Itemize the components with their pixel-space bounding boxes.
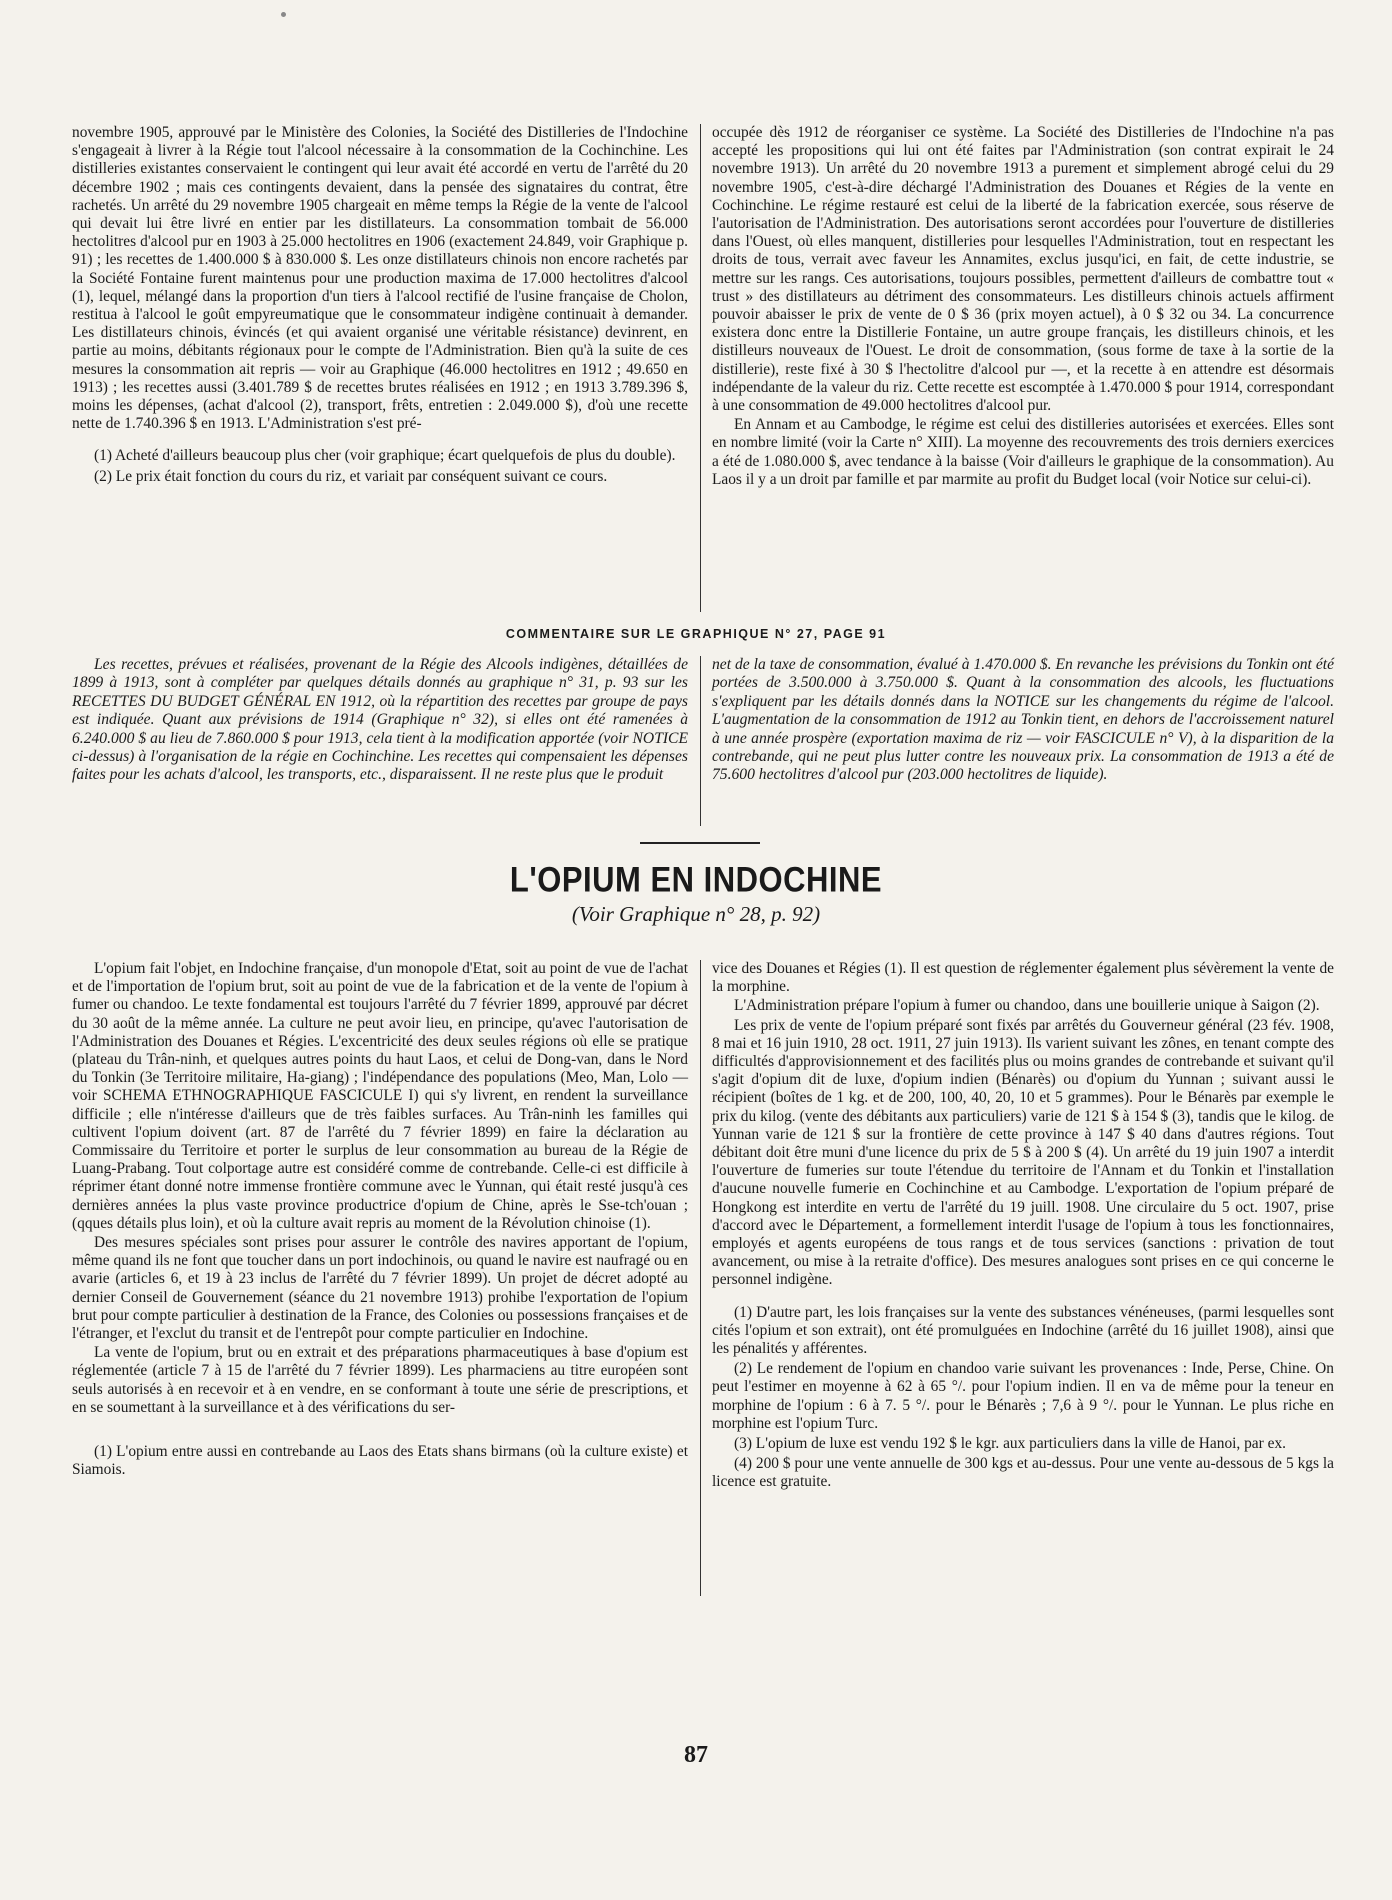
opium-left-footnotes <box>72 1443 688 1479</box>
section-title: L'OPIUM EN INDOCHINE <box>509 859 883 900</box>
column-divider-commentaire <box>700 656 701 826</box>
section-rule <box>640 842 760 844</box>
opium-footnote-left: (1) L'opium entre aussi en contrebande au Laos des Etats shans birmans (où la culture existe) et Siamois. <box>72 1443 688 1479</box>
commentaire-right-text: net de la taxe de consommation, évalué à 1.470.000 $. En revanche les prévisions du Tonkin ont été portées de 3.500.000 à 3.750.000 $. Quant à la consommation des alcools, les fluctuations s'expliquent par les détails donnés dans la NOTICE sur les changements du régime de l'alcool. L'augmentation de la consommation de 1912 au Tonkin tient, en dehors de l'accroissement naturel à une année prospère (exportation maxima de riz — voir FASCICULE n° V), à la disparition de la contrebande, qui ne peut plus lutter contre les nouveaux prix. La consommation de 1913 a été de 75.600 hectolitres d'alcool pur (203.000 hectolitres de liquide). <box>712 656 1334 784</box>
top-left-footnotes <box>72 447 688 485</box>
top-left-paragraph: novembre 1905, approuvé par le Ministère des Colonies, la Société des Distilleries de l'Indochine s'engageait à livrer à la Régie tout l'alcool nécessaire à la consommation de la Cochinchine. Les distilleries existantes conservaient le contingent qui leur avait été accordé en vertu de l'arrêté du 20 décembre 1902 ; mais ces contingents devaient, dans la pensée des signataires du contrat, être rachetés. Un arrêté du 29 novembre 1905 chargeait en même temps la Régie de la vente de l'alcool qui devait lui être livré en entier par les distillateurs. La consommation tombait de 56.000 hectolitres d'alcool pur en 1903 à 25.000 hectolitres en 1906 (exactement 24.849, voir Graphique p. 91) ; les recettes de 1.400.000 $ à 830.000 $. Les onze distillateurs chinois non encore rachetés par la Société Fontaine furent maintenus pour une production maxima de 17.000 hectolitres d'alcool (1), lequel, mélangé dans la proportion d'un tiers à l'alcool rectifié de l'usine française de Cholon, restitua à l'alcool le goût empyreumatique que le consommateur indigène continuait à demander. Les distillateurs chinois, évincés (et qui avaient organisé une véritable résistance) devinrent, en partie au moins, débitants régionaux pour le compte de l'Administration. Bien qu'à la suite de ces mesures la consommation ait repris — voir au Graphique (46.000 hectolitres en 1912 ; 49.650 en 1913) ; les recettes aussi (3.401.789 $ de recettes brutes réalisées en 1912 ; en 1913 3.789.396 $, moins les dépenses, (achat d'alcool (2), transport, frêts, entretien : 2.049.000 $), d'où une recette nette de 1.740.396 $ en 1913. L'Administration s'est pré- <box>72 124 688 433</box>
top-left-column <box>72 124 688 488</box>
top-right-paragraph-1: occupée dès 1912 de réorganiser ce système. La Société des Distilleries de l'Indochine n'a pas accepté les propositions qui lui ont été faites par l'Administration (son contrat expirait le 24 novembre 1913). Un arrêté du 20 novembre 1913 a purement et simplement abrogé celui du 29 novembre 1905, c'est-à-dire déchargé l'Administration des Douanes et Régies de la vente en Cochinchine. Le régime restauré est celui de la liberté de la fabrication exercée, sous réserve de l'autorisation de l'Administration. Des autorisations seront accordées pour l'ouverture de distilleries dans l'Ouest, où elles manquent, distilleries pour lesquelles l'Administration, tout en respectant les droits de tous, verrait avec faveur les Annamites, exclus jusqu'ici, en fait, de cette industrie, se mettre sur les rangs. Ces autorisations, toujours possibles, permettent d'ailleurs de combattre tout « trust » des distillateurs au détriment des consommateurs. Les distilleurs chinois actuels affirment pouvoir abaisser le prix de vente de 0 $ 36 (prix moyen actuel), à 0 $ 32 ou 34. La concurrence existera donc entre la Distillerie Fontaine, un autre groupe français, les distilleurs chinois, et les distilleurs nouveaux de l'Ouest. Le droit de consommation, (sous forme de taxe à la sortie de la distillerie), reste fixé à 30 $ l'hectolitre d'alcool pur —, et la recette à en attendre est désormais indépendante de la valeur du riz. Cette recette est escomptée à 1.470.000 $ pour 1914, correspondant à une consommation de 49.000 hectolitres d'alcool pur. <box>712 124 1334 415</box>
column-divider-top <box>700 124 701 612</box>
opium-left-column <box>72 960 688 1481</box>
commentaire-right-column <box>712 656 1334 785</box>
top-right-column <box>712 124 1334 490</box>
opium-footnote-1: (1) D'autre part, les lois françaises sur la vente des substances vénéneuses, (parmi lesquelles sont cités l'opium et son extrait), ont été promulguées en Indochine (arrêté du 16 juillet 1908), ainsi que les pénalités y afférentes. <box>712 1303 1334 1358</box>
footnote-2: (2) Le prix était fonction du cours du riz, et variait par conséquent suivant ce cours. <box>94 467 608 485</box>
opium-right-column <box>712 960 1334 1494</box>
opium-footnote-4: (4) 200 $ pour une vente annuelle de 300 kgs et au-dessus. Pour une vente au-dessous de 5 kgs la licence est gratuite. <box>712 1455 1334 1491</box>
commentaire-left-text: Les recettes, prévues et réalisées, provenant de la Régie des Alcools indigènes, détaillées de 1899 à 1913, sont à compléter par quelques détails donnés au graphique n° 31, p. 93 sur les RECETTES DU BUDGET GÉNÉRAL EN 1912, où la répartition des recettes par groupe de pays est indiquée. Quant aux prévisions de 1914 (Graphique n° 32), si elles ont été ramenées à 6.240.000 $ au lieu de 7.860.000 $ pour 1913, cela tient à la modification apportée (voir NOTICE ci-dessus) à l'organisation de la régie en Cochinchine. Les recettes qui compensaient les dépenses faites pour les achats d'alcool, les transports, etc., disparaissent. Il ne reste plus que le produit <box>72 656 688 784</box>
paper-speck-mark <box>281 12 286 17</box>
opium-right-footnotes <box>712 1304 1334 1492</box>
opium-left-paragraph-1: L'opium fait l'objet, en Indochine française, d'un monopole d'Etat, soit au point de vue de l'achat et de l'importation de l'opium brut, soit au point de vue de la fabrication et de la vente de l'opium à fumer ou chandoo. Le texte fondamental est toujours l'arrêté du 7 février 1899, approuvé par décret du 30 août de la même année. La culture ne peut avoir lieu, en principe, qu'avec l'autorisation de l'Administration des Douanes et Régies. L'excentricité des deux seules régions où elle se pratique (plateau du Trân-ninh, et quelques autres points du haut Laos, et celui de Dong-van, dans le Nord du Tonkin (3e Territoire militaire, Ha-giang) ; l'indépendance des populations (Meo, Man, Lolo — voir SCHEMA ETHNOGRAPHIQUE FASCICULE I) qui s'y livrent, en rendent la surveillance difficile ; elle n'intéresse d'ailleurs que de très faibles surfaces. Au Trân-ninh les familles qui cultivent l'opium doivent (art. 87 de l'arrêté du 7 février 1899) en faire la déclaration au Commissaire du Territoire et porter le surplus de leur consommation au bureau de la Régie de Luang-Prabang. Tout colportage autre est considéré comme de contrebande. Celle-ci est difficile à réprimer étant donné notre immense frontière commune avec le Yunnan, qui était resté jusqu'à ces dernières années la plus vaste province productrice d'opium de Chine, après le Sse-tch'ouan ; (qques détails plus loin), et où la culture avait repris au moment de la Révolution chinoise (1). <box>72 960 688 1232</box>
opium-right-paragraph-3: Les prix de vente de l'opium préparé sont fixés par arrêtés du Gouverneur général (23 fév. 1908, 8 mai et 16 juin 1910, 28 oct. 1911, 27 juin 1913). Ils varient suivant les zônes, en tenant compte des difficultés d'approvisionnement et des facilités plus ou moins grandes de contrebande et suivant qu'il s'agit d'opium dit de luxe, d'opium indien (Bénarès) ou d'opium du Yunnan ; suivant aussi le récipient (boîtes de 1 kg. et de 200, 100, 40, 20, 10 et 5 grammes). Pour le Bénarès par exemple le prix du kilog. (vente des débitants aux particuliers) varie de 121 $ à 154 $ (3), tandis que le kilog. de Yunnan varie de 121 $ sur la frontière de cette province à 147 $ 40 dans d'autres régions. Tout débitant doit être muni d'une licence du prix de 5 $ à 200 $ (4). Un arrêté du 19 juin 1907 a interdit l'ouverture de fumeries sur toute l'étendue du territoire de l'Annam et du Tonkin et l'installation d'aucune nouvelle fumerie en Cochinchine et au Cambodge. L'exportation de l'opium préparé de Hongkong est interdite en vertu de l'arrêté du 19 juill. 1908. Une circulaire du 5 oct. 1907, prise d'accord avec le Département, a formellement interdit l'usage de l'opium à tous les fonctionnaires, employés et agents européens de tous rangs et de tous services (sanctions : privation de tout avancement, ou mise à la retraite d'office). Des mesures analogues sont prises en ce qui concerne le personnel indigène. <box>712 1016 1334 1289</box>
opium-footnote-3: (3) L'opium de luxe est vendu 192 $ le kgr. aux particuliers dans la ville de Hanoi, par ex. <box>734 1435 1286 1453</box>
top-right-paragraph-2: En Annam et au Cambodge, le régime est celui des distilleries autorisées et exercées. Elles sont en nombre limité (voir la Carte n° XIII). La moyenne des recouvrements des trois derniers exercices a été de 1.080.000 $, avec tendance à la baisse (Voir d'ailleurs le graphique de la consommation). Au Laos il y a un droit par famille et par marmite au profit du Budget local (voir Notice sur celui-ci). <box>712 416 1334 488</box>
column-divider-opium <box>700 960 701 1596</box>
section-subtitle: (Voir Graphique n° 28, p. 92) <box>571 902 821 926</box>
footnote-1: (1) Acheté d'ailleurs beaucoup plus cher (voir graphique; écart quelquefois de plus du double). <box>94 447 676 465</box>
opium-left-paragraph-2: Des mesures spéciales sont prises pour assurer le contrôle des navires apportant de l'opium, même quand ils ne font que toucher dans un port indochinois, ou quand le navire est naufragé ou en avarie (articles 6, et 19 à 23 inclus de l'arrêté du 7 février 1899). Un projet de décret adopté au dernier Conseil de Gouvernement (séance du 21 novembre 1913) prohibe l'exportation de l'opium brut pour compte particulier à destination de la France, des Colonies ou possessions françaises et de l'étranger, et l'exclut du transit et de l'entrepôt pour compte particulier en Indochine. <box>72 1234 688 1343</box>
opium-right-paragraph-1: vice des Douanes et Régies (1). Il est question de réglementer également plus sévèrement la vente de la morphine. <box>712 960 1334 996</box>
opium-right-paragraph-2: L'Administration prépare l'opium à fumer ou chandoo, dans une bouillerie unique à Saigon (2). <box>734 997 1320 1015</box>
opium-left-paragraph-3: La vente de l'opium, brut ou en extrait et des préparations pharmaceutiques à base d'opium est réglementée (article 7 à 15 de l'arrêté du 7 février 1899). Les pharmaciens au titre européen sont seuls autorisés à en recevoir et à en vendre, en se conformant à toute une série de prescriptions, et en se soumettant à la surveillance et à des vérifications du ser- <box>72 1344 688 1416</box>
opium-footnote-2: (2) Le rendement de l'opium en chandoo varie suivant les provenances : Inde, Perse, Chine. On peut l'estimer en moyenne à 62 à 65 °/. pour l'opium indien. Il en va de même pour la teneur en morphine de l'opium : 6 à 7. 5 °/. pour le Bénarès ; 7,6 à 9 °/. pour le Yunnan. Le plus riche en morphine est l'opium Turc. <box>712 1360 1334 1432</box>
commentaire-left-column <box>72 656 688 785</box>
commentaire-heading: COMMENTAIRE SUR LE GRAPHIQUE N° 27, PAGE 91 <box>505 627 887 641</box>
page-number: 87 <box>684 1742 708 1768</box>
